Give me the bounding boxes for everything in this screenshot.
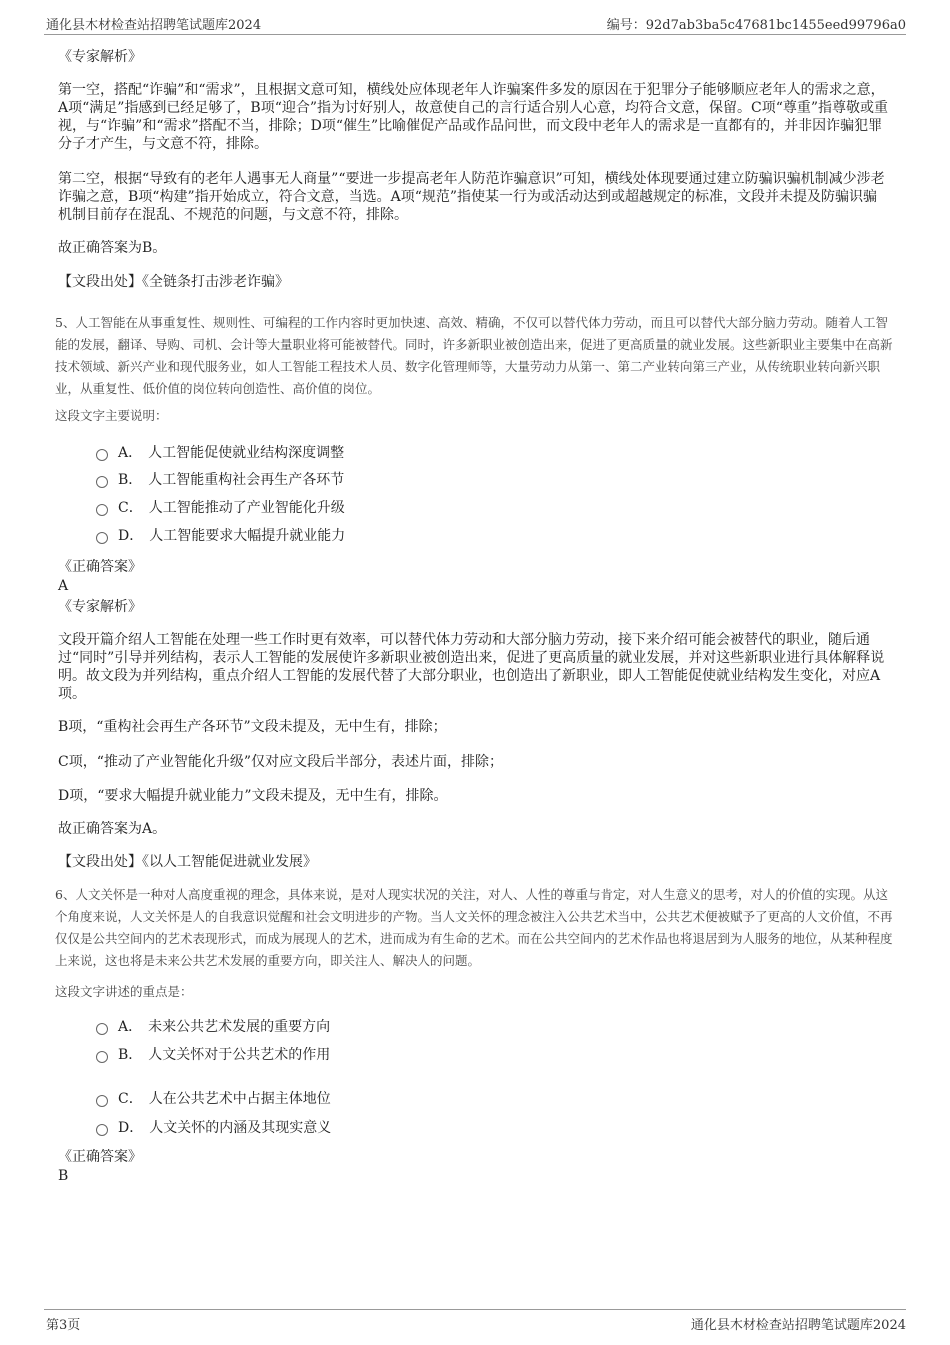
- q6-option-a[interactable]: [96, 1018, 330, 1036]
- q6-option-c[interactable]: [96, 1090, 331, 1108]
- page-header: [44, 12, 906, 35]
- option-letter: C．: [118, 500, 143, 516]
- q5-question: 这段文字主要说明：: [55, 408, 168, 423]
- q5-source: 【文段出处】《以人工智能促进就业发展》: [58, 854, 317, 870]
- radio-icon[interactable]: [96, 449, 108, 461]
- page-footer: [44, 1309, 906, 1332]
- option-text: 人工智能促使就业结构深度调整: [148, 445, 345, 461]
- option-letter: A．: [118, 1019, 143, 1035]
- q6-option-d[interactable]: [96, 1119, 331, 1137]
- option-letter: B．: [118, 472, 143, 488]
- header-title: 通化县木材检查站招聘笔试题库2024: [46, 18, 262, 33]
- option-letter: C．: [118, 1091, 143, 1107]
- footer-title: 通化县木材检查站招聘笔试题库2024: [690, 1318, 906, 1333]
- page-number: 第3页: [46, 1318, 81, 1333]
- q5-option-d[interactable]: [96, 527, 345, 545]
- q6-answer-label: 《正确答案》: [58, 1149, 142, 1165]
- q4-expert-label: 《专家解析》: [58, 49, 142, 65]
- option-text: 人工智能推动了产业智能化升级: [148, 500, 345, 516]
- q4-source: 【文段出处】《全链条打击涉老诈骗》: [58, 274, 289, 290]
- option-text: 人文关怀对于公共艺术的作用: [148, 1047, 331, 1063]
- radio-icon[interactable]: [96, 532, 108, 544]
- q6-stem: 6、人文关怀是一种对人高度重视的理念，具体来说，是对人现实状况的关注，对人、人性的尊重与肯定，对人生意义的思考，对人的价值的实现。从这个角度来说，人文关怀是人的自我意识觉醒和社会文明进步的产物。当人文关怀的理念被注入公共艺术当中，公共艺术便被赋予了更高的人文价值，不再仅仅是公共空间内的艺术表现形式，而成为展现人的艺术，进而成为有生命的艺术。而在公共空间内的艺术作品也将退居到为人服务的地位，从某种程度上来说，这也将是未来公共艺术发展的重要方向，即关注人、解决人的问题。: [55, 887, 893, 968]
- option-text: 人工智能重构社会再生产各环节: [148, 472, 345, 488]
- q5-option-c[interactable]: [96, 499, 345, 517]
- option-text: 人文关怀的内涵及其现实意义: [149, 1120, 332, 1136]
- option-letter: D．: [118, 1120, 144, 1136]
- option-letter: A．: [118, 445, 143, 461]
- radio-icon[interactable]: [96, 476, 108, 488]
- q5-option-b[interactable]: [96, 471, 344, 489]
- q6-option-b[interactable]: [96, 1046, 330, 1064]
- q5-stem: 5、人工智能在从事重复性、规则性、可编程的工作内容时更加快速、高效、精确，不仅可以替代体力劳动，而且可以替代大部分脑力劳动。随着人工智能的发展，翻译、导购、司机、会计等大量职业将可能被替代。同时，许多新职业被创造出来，促进了更高质量的就业发展。这些新职业主要集中在高新技术领域、新兴产业和现代服务业，如人工智能工程技术人员、数字化管理师等，大量劳动力从第一、第二产业转向第三产业，从传统职业转向新兴职业，从重复性、低价值的岗位转向创造性、高价值的岗位。: [55, 315, 893, 396]
- option-text: 人在公共艺术中占据主体地位: [148, 1091, 331, 1107]
- q4-analysis-p2: 第二空，根据“导致有的老年人遇事无人商量”“要进一步提高老年人防范诈骗意识”可知，横线处体现要通过建立防骗识骗机制减少涉老诈骗之意，B项“构建”指开始成立，符合文意，当选。A项“规范”指使某一行为或活动达到或超越规定的标准，文段并未提及防骗识骗机制目前存在混乱、不规范的问题，与文意不符，排除。: [58, 171, 885, 223]
- q5-answer: A: [58, 578, 69, 594]
- q4-conclusion: 故正确答案为B。: [58, 240, 167, 256]
- q5-analysis-b: B项，“重构社会再生产各环节”文段未提及，无中生有，排除；: [58, 719, 447, 735]
- radio-icon[interactable]: [96, 1124, 108, 1136]
- q5-analysis-d: D项，“要求大幅提升就业能力”文段未提及，无中生有，排除。: [58, 788, 448, 804]
- radio-icon[interactable]: [96, 1023, 108, 1035]
- radio-icon[interactable]: [96, 1095, 108, 1107]
- radio-icon[interactable]: [96, 504, 108, 516]
- q4-analysis-p1: 第一空，搭配“诈骗”和“需求”，且根据文意可知，横线处应体现老年人诈骗案件多发的原因在于犯罪分子能够顺应老年人的需求之意，A项“满足”指感到已经足够了，B项“迎合”指为讨好别人，故意使自己的言行适合别人心意，均符合文意，保留。C项“尊重”指尊敬或重视，与“诈骗”和“需求”搭配不当，排除；D项“催生”比喻催促产品或作品问世，而文段中老年人的需求是一直都有的，并非因诈骗犯罪分子才产生，与文意不符，排除。: [58, 82, 889, 152]
- header-code: 编号：92d7ab3ba5c47681bc1455eed99796a0: [606, 18, 906, 33]
- option-text: 人工智能要求大幅提升就业能力: [149, 528, 346, 544]
- q5-expert-label: 《专家解析》: [58, 599, 142, 615]
- q5-analysis-p1: 文段开篇介绍人工智能在处理一些工作时更有效率，可以替代体力劳动和大部分脑力劳动，接下来介绍可能会被替代的职业，随后通过“同时”引导并列结构，表示人工智能的发展使许多新职业被创造出来，促进了更高质量的就业发展，并对这些新职业进行具体解释说明。故文段为并列结构，重点介绍人工智能的发展代替了大部分职业，也创造出了新职业，即人工智能促使就业结构发生变化，对应A项。: [58, 632, 885, 702]
- option-text: 未来公共艺术发展的重要方向: [148, 1019, 331, 1035]
- q5-answer-label: 《正确答案》: [58, 559, 142, 575]
- q5-conclusion: 故正确答案为A。: [58, 821, 167, 837]
- option-letter: D．: [118, 528, 144, 544]
- q5-option-a[interactable]: [96, 444, 344, 462]
- q6-question: 这段文字讲述的重点是：: [55, 984, 193, 999]
- radio-icon[interactable]: [96, 1051, 108, 1063]
- option-letter: B．: [118, 1047, 143, 1063]
- q5-analysis-c: C项，“推动了产业智能化升级”仅对应文段后半部分，表述片面，排除；: [58, 754, 504, 770]
- q6-answer: B: [58, 1168, 69, 1184]
